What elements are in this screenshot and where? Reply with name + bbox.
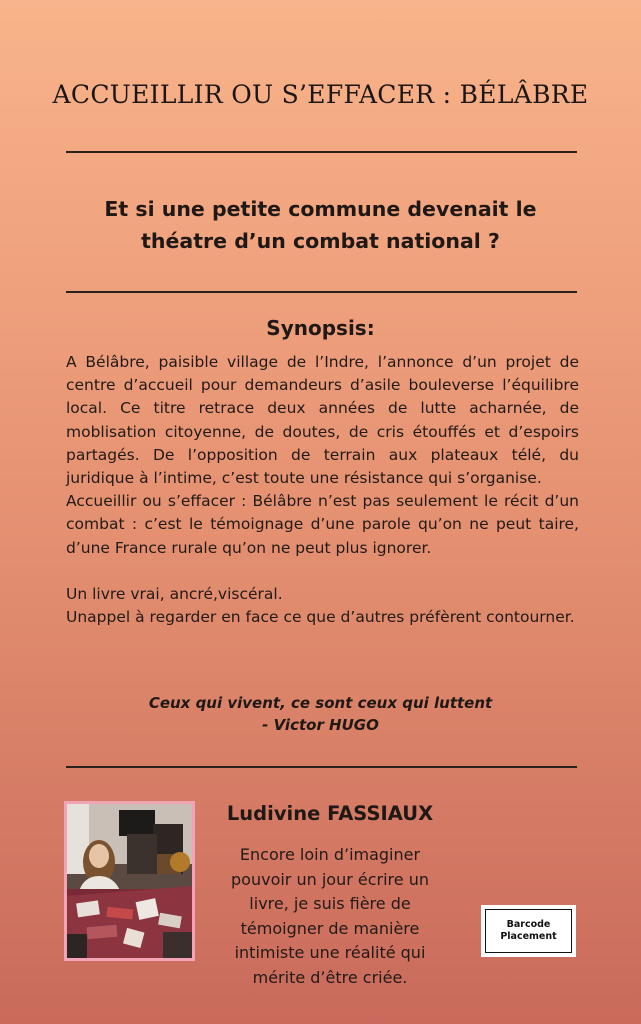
synopsis-paragraph: Un livre vrai, ancré,viscéral. [66,584,283,603]
barcode-box [485,909,572,953]
tagline: Et si une petite commune devenait le théatre d’un combat national ? [104,197,537,253]
synopsis-heading: Synopsis: [266,316,375,340]
synopsis-paragraph: Accueillir ou s’effacer : Bélâbre n’est pas seulement le récit d’un combat : c’est le témoignage d’une parole qu’on ne peut taire, d’une France rurale qu’on ne peut plus ignorer. [66,492,579,557]
synopsis-paragraph: A Bélâbre, paisible village de l’Indre, l’annonce d’un projet de centre d’accueil pour demandeurs d’asile bouleverse l’équilibre local. Ce titre retrace deux années de lutte acharnée, de moblisation citoyenne, de doutes, de cris étouffés et d’espoirs partagés. De l’opposition de terrain aux plateaux télé, du juridique à l’intime, c’est toute une résistance qui s’organise. [66,353,579,488]
author-photo-image [67,804,192,958]
author-bio: Encore loin d’imaginer pouvoir un jour écrire un livre, je suis fière de témoigner de manière intimiste une réalité qui mérite d’être criée. [231,845,429,987]
synopsis-paragraph: Unappel à regarder en face ce que d’autres préfèrent contourner. [66,608,575,627]
quote-author: - Victor HUGO [262,716,379,734]
author-photo [64,801,195,961]
barcode-placeholder [481,905,576,957]
book-title: ACCUEILLIR OU S’EFFACER : BÉLÂBRE [52,80,589,109]
divider-middle [66,291,577,293]
paragraph-gap [66,560,579,583]
barcode-label-line2: Placement [500,931,557,942]
quote-text: Ceux qui vivent, ce sont ceux qui luttent [148,694,493,712]
author-name: Ludivine FASSIAUX [226,802,434,825]
divider-bottom [66,766,577,768]
divider-top [66,151,577,153]
barcode-label-line1: Barcode [506,919,551,930]
epigraph [0,692,641,736]
synopsis-text [66,351,579,629]
